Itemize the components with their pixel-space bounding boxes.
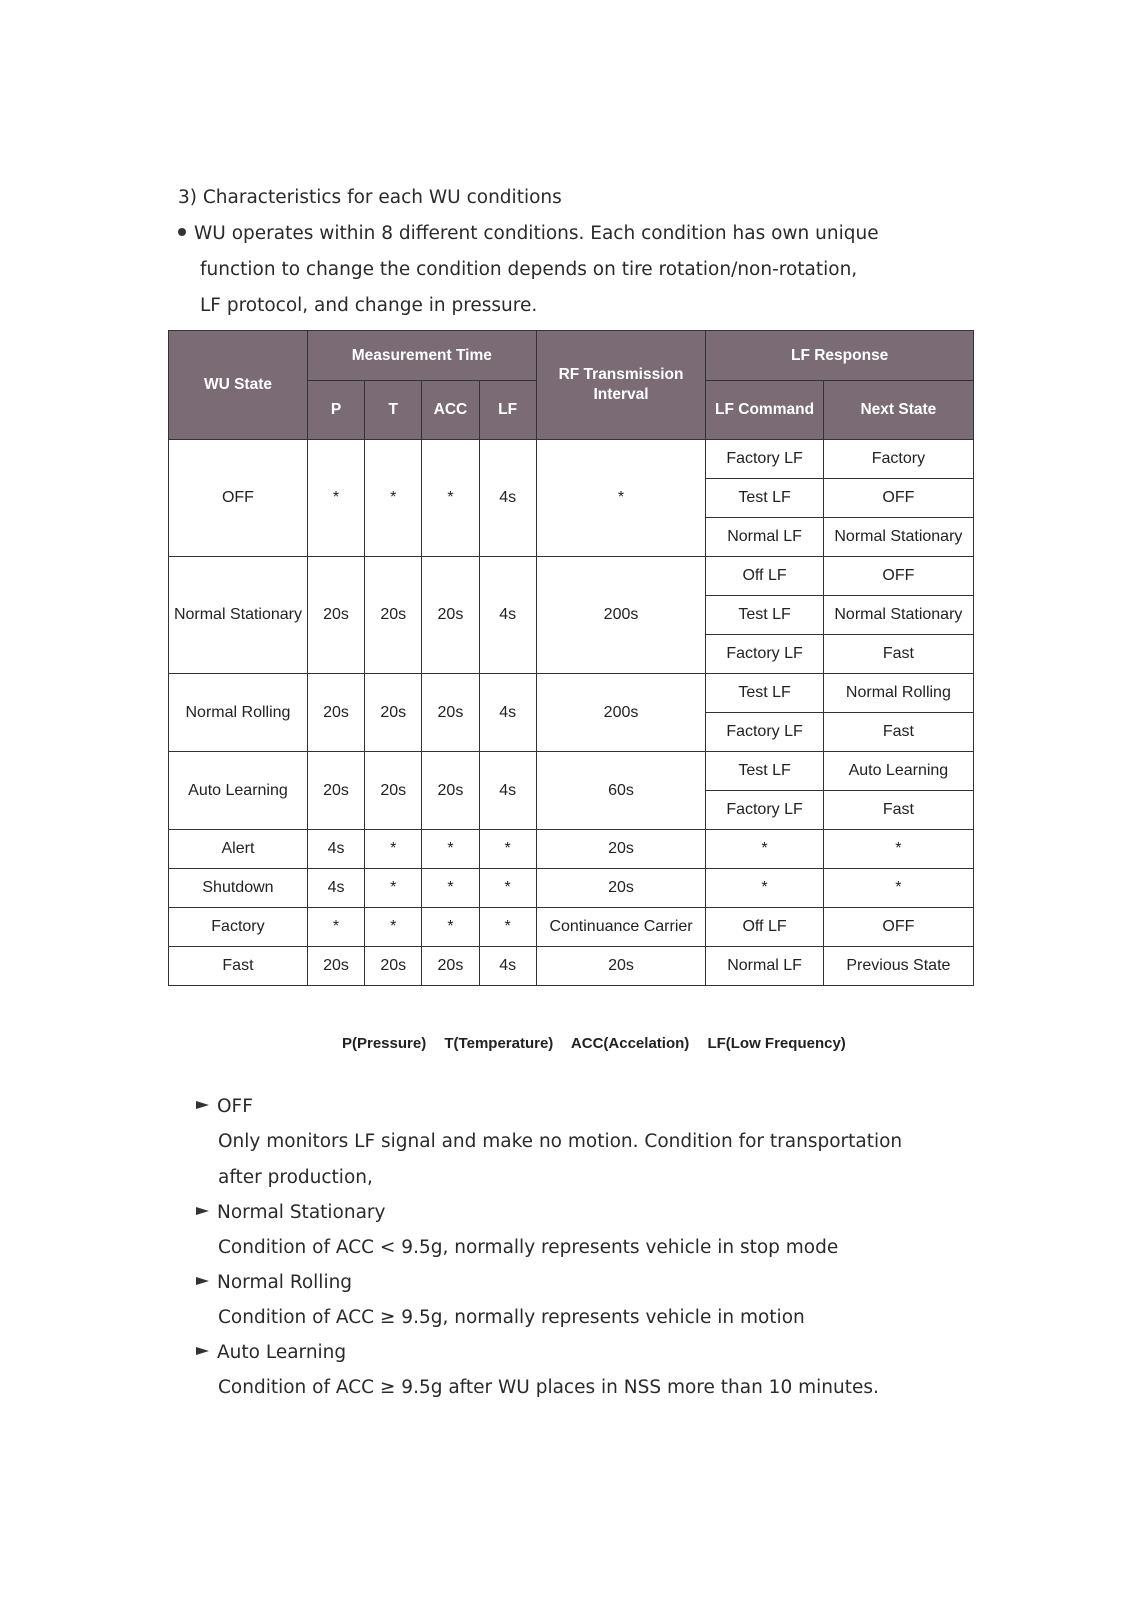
state-name: Normal Rolling	[217, 1272, 353, 1293]
state-desc-off-1: Only monitors LF signal and make no motion. Condition for transportation	[218, 1131, 903, 1152]
table-legend	[342, 1035, 860, 1052]
cell-next-state: Auto Learning	[823, 752, 973, 791]
cell-p: *	[307, 440, 364, 557]
cell-next-state: OFF	[823, 908, 973, 947]
cell-lf-command: Normal LF	[706, 947, 823, 986]
table-row	[169, 908, 974, 947]
state-desc-normal-stationary: Condition of ACC < 9.5g, normally represents vehicle in stop mode	[218, 1237, 839, 1258]
cell-rf: *	[536, 440, 706, 557]
header-lf-response: LF Response	[706, 331, 974, 381]
cell-p: 20s	[307, 752, 364, 830]
cell-next-state: Factory	[823, 440, 973, 479]
cell-lf-command: Test LF	[706, 479, 823, 518]
cell-t: *	[365, 869, 422, 908]
cell-acc: 20s	[422, 557, 479, 674]
cell-lf-command: *	[706, 830, 823, 869]
cell-rf: Continuance Carrier	[536, 908, 706, 947]
state-heading-normal-stationary	[196, 1196, 956, 1230]
cell-t: 20s	[365, 674, 422, 752]
triangle-bullet-icon	[196, 1347, 209, 1355]
cell-lf-command: Test LF	[706, 752, 823, 791]
cell-lf-command: Factory LF	[706, 713, 823, 752]
table-row	[169, 830, 974, 869]
cell-lf-command: Off LF	[706, 557, 823, 596]
cell-acc: 20s	[422, 674, 479, 752]
cell-t: 20s	[365, 947, 422, 986]
cell-rf: 20s	[536, 830, 706, 869]
cell-state: Alert	[169, 830, 308, 869]
cell-next-state: Normal Stationary	[823, 518, 973, 557]
cell-state: Fast	[169, 947, 308, 986]
bullet-text-1: WU operates within 8 different conditions. Each condition has own unique	[194, 223, 879, 244]
bullet-line-1	[178, 216, 938, 252]
cell-lf: *	[479, 869, 536, 908]
state-name: OFF	[217, 1096, 253, 1117]
cell-lf: 4s	[479, 557, 536, 674]
cell-t: *	[365, 908, 422, 947]
cell-rf: 60s	[536, 752, 706, 830]
cell-acc: *	[422, 830, 479, 869]
cell-next-state: Fast	[823, 791, 973, 830]
header-t: T	[365, 381, 422, 440]
cell-next-state: Fast	[823, 635, 973, 674]
cell-p: 4s	[307, 869, 364, 908]
header-rf-transmission: RF Transmission Interval	[536, 331, 706, 440]
cell-acc: *	[422, 908, 479, 947]
cell-t: *	[365, 440, 422, 557]
cell-acc: *	[422, 440, 479, 557]
header-p: P	[307, 381, 364, 440]
cell-lf-command: Test LF	[706, 674, 823, 713]
cell-state: OFF	[169, 440, 308, 557]
state-name: Normal Stationary	[217, 1202, 386, 1223]
cell-next-state: Previous State	[823, 947, 973, 986]
triangle-bullet-icon	[196, 1101, 209, 1109]
cell-rf: 20s	[536, 947, 706, 986]
state-heading-auto-learning	[196, 1336, 956, 1370]
cell-lf: *	[479, 830, 536, 869]
state-name: Auto Learning	[217, 1342, 347, 1363]
legend-pressure: P(Pressure)	[342, 1035, 427, 1052]
cell-lf: 4s	[479, 947, 536, 986]
state-desc-auto-learning: Condition of ACC ≥ 9.5g after WU places in NSS more than 10 minutes.	[218, 1377, 879, 1398]
cell-lf-command: Factory LF	[706, 440, 823, 479]
legend-temperature: T(Temperature)	[444, 1035, 554, 1052]
cell-next-state: Fast	[823, 713, 973, 752]
cell-lf-command: Off LF	[706, 908, 823, 947]
cell-next-state: OFF	[823, 479, 973, 518]
cell-rf: 200s	[536, 557, 706, 674]
state-desc-normal-rolling: Condition of ACC ≥ 9.5g, normally represents vehicle in motion	[218, 1307, 805, 1328]
cell-state: Normal Rolling	[169, 674, 308, 752]
wu-conditions-table	[168, 330, 974, 986]
cell-state: Normal Stationary	[169, 557, 308, 674]
state-heading-off	[196, 1090, 956, 1124]
cell-next-state: OFF	[823, 557, 973, 596]
bullet-line-2: function to change the condition depends on tire rotation/non-rotation,	[200, 259, 858, 280]
cell-next-state: Normal Rolling	[823, 674, 973, 713]
cell-t: *	[365, 830, 422, 869]
state-heading-normal-rolling	[196, 1266, 956, 1300]
cell-acc: *	[422, 869, 479, 908]
intro-section	[178, 180, 938, 324]
cell-p: *	[307, 908, 364, 947]
cell-state: Factory	[169, 908, 308, 947]
cell-next-state: *	[823, 869, 973, 908]
cell-t: 20s	[365, 752, 422, 830]
cell-next-state: Normal Stationary	[823, 596, 973, 635]
header-lf-command: LF Command	[706, 381, 823, 440]
table-row	[169, 674, 974, 713]
cell-p: 20s	[307, 947, 364, 986]
bullet-line-3: LF protocol, and change in pressure.	[200, 295, 538, 316]
cell-lf: 4s	[479, 752, 536, 830]
cell-state: Shutdown	[169, 869, 308, 908]
cell-acc: 20s	[422, 947, 479, 986]
state-desc-off-2: after production,	[218, 1167, 373, 1188]
cell-rf: 200s	[536, 674, 706, 752]
cell-p: 20s	[307, 674, 364, 752]
table-row	[169, 752, 974, 791]
cell-p: 20s	[307, 557, 364, 674]
header-acc: ACC	[422, 381, 479, 440]
section-heading: 3) Characteristics for each WU conditions	[178, 187, 562, 208]
cell-p: 4s	[307, 830, 364, 869]
table-row	[169, 440, 974, 479]
table-row	[169, 869, 974, 908]
cell-lf: *	[479, 908, 536, 947]
legend-low-frequency: LF(Low Frequency)	[707, 1035, 846, 1052]
cell-rf: 20s	[536, 869, 706, 908]
cell-t: 20s	[365, 557, 422, 674]
cell-lf-command: Normal LF	[706, 518, 823, 557]
cell-lf-command: *	[706, 869, 823, 908]
header-wu-state: WU State	[169, 331, 308, 440]
header-next-state: Next State	[823, 381, 973, 440]
cell-lf-command: Factory LF	[706, 635, 823, 674]
table-row	[169, 947, 974, 986]
bullet-dot-icon	[178, 228, 186, 236]
triangle-bullet-icon	[196, 1277, 209, 1285]
legend-acceleration: ACC(Accelation)	[570, 1035, 690, 1052]
cell-lf-command: Test LF	[706, 596, 823, 635]
cell-state: Auto Learning	[169, 752, 308, 830]
cell-lf: 4s	[479, 674, 536, 752]
triangle-bullet-icon	[196, 1207, 209, 1215]
header-measurement-time: Measurement Time	[307, 331, 536, 381]
cell-acc: 20s	[422, 752, 479, 830]
table-row	[169, 557, 974, 596]
cell-lf: 4s	[479, 440, 536, 557]
cell-next-state: *	[823, 830, 973, 869]
state-descriptions	[196, 1090, 956, 1406]
header-lf: LF	[479, 381, 536, 440]
cell-lf-command: Factory LF	[706, 791, 823, 830]
